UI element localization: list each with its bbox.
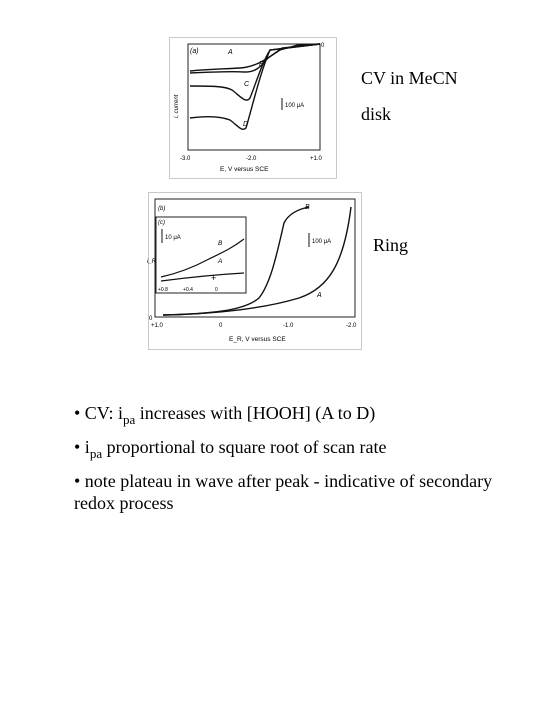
y-axis-label: i_R (147, 259, 157, 265)
bullet-item (74, 402, 504, 427)
bullet-item: • note plateau in wave after peak - indicative of secondary redox process (74, 471, 493, 513)
bullet-text-pre: • CV: i (74, 403, 123, 423)
x-tick-1: -3.0 (180, 156, 191, 162)
scale-bar-label: 100 μA (312, 239, 332, 245)
x-tick-2: 0 (219, 323, 223, 329)
curve-label-b: B (305, 204, 310, 211)
panel-label-a: (a) (190, 48, 199, 55)
bullet-item (74, 436, 504, 461)
inset-plus-mark: + (211, 273, 217, 283)
curve-label-c: C (244, 81, 250, 88)
x-axis-label: E, V versus SCE (220, 166, 269, 173)
x-tick-2: -2.0 (246, 156, 257, 162)
x-tick-3: -1.0 (283, 323, 294, 329)
curve-label-a: A (228, 49, 233, 56)
x-tick-3: +1.0 (310, 156, 322, 162)
cv-disk-plot (170, 38, 336, 178)
scale-bar-label: 100 μA (285, 103, 305, 109)
curve-label-a: A (317, 292, 322, 299)
inset-curve-label-b: B (218, 240, 223, 247)
inset-scale-bar-label: 10 μA (165, 235, 181, 241)
panel-label-b: (b) (158, 206, 166, 212)
bullet-text-pre: • i (74, 437, 90, 457)
subscript-pa: pa (122, 412, 136, 427)
inset-x-tick-1: +0.8 (158, 287, 168, 293)
curve-a (190, 44, 320, 71)
inset-x-tick-3: 0 (215, 287, 218, 293)
ring-label: Ring (373, 235, 409, 255)
zero-label: 0 (149, 316, 153, 322)
bullet-text-post: proportional to square root of scan rate (102, 437, 387, 457)
x-tick-4: -2.0 (346, 323, 357, 329)
x-axis-label: E_R, V versus SCE (229, 336, 286, 343)
bullet-text-post: increases with [HOOH] (A to D) (135, 403, 376, 423)
curve-label-b: B (259, 61, 264, 68)
inset-panel-label: (c) (158, 220, 165, 226)
inset-frame (156, 217, 246, 293)
ring-figure (148, 192, 362, 350)
subscript-pa: pa (89, 446, 103, 461)
curve-b (190, 44, 320, 73)
x-tick-1: +1.0 (151, 323, 163, 329)
bullet-list (74, 402, 504, 526)
inset-curve-label-a: A (218, 258, 223, 265)
cv-in-mecn-label: CV in MeCN (361, 68, 458, 88)
cv-disk-figure (169, 37, 337, 179)
curve-label-d: D (243, 121, 249, 128)
ring-plot (149, 193, 361, 349)
inset-x-tick-2: +0.4 (183, 287, 193, 293)
disk-label: disk (361, 104, 392, 124)
zero-label: 0 (321, 43, 325, 49)
y-axis-label: i, current (174, 94, 180, 118)
